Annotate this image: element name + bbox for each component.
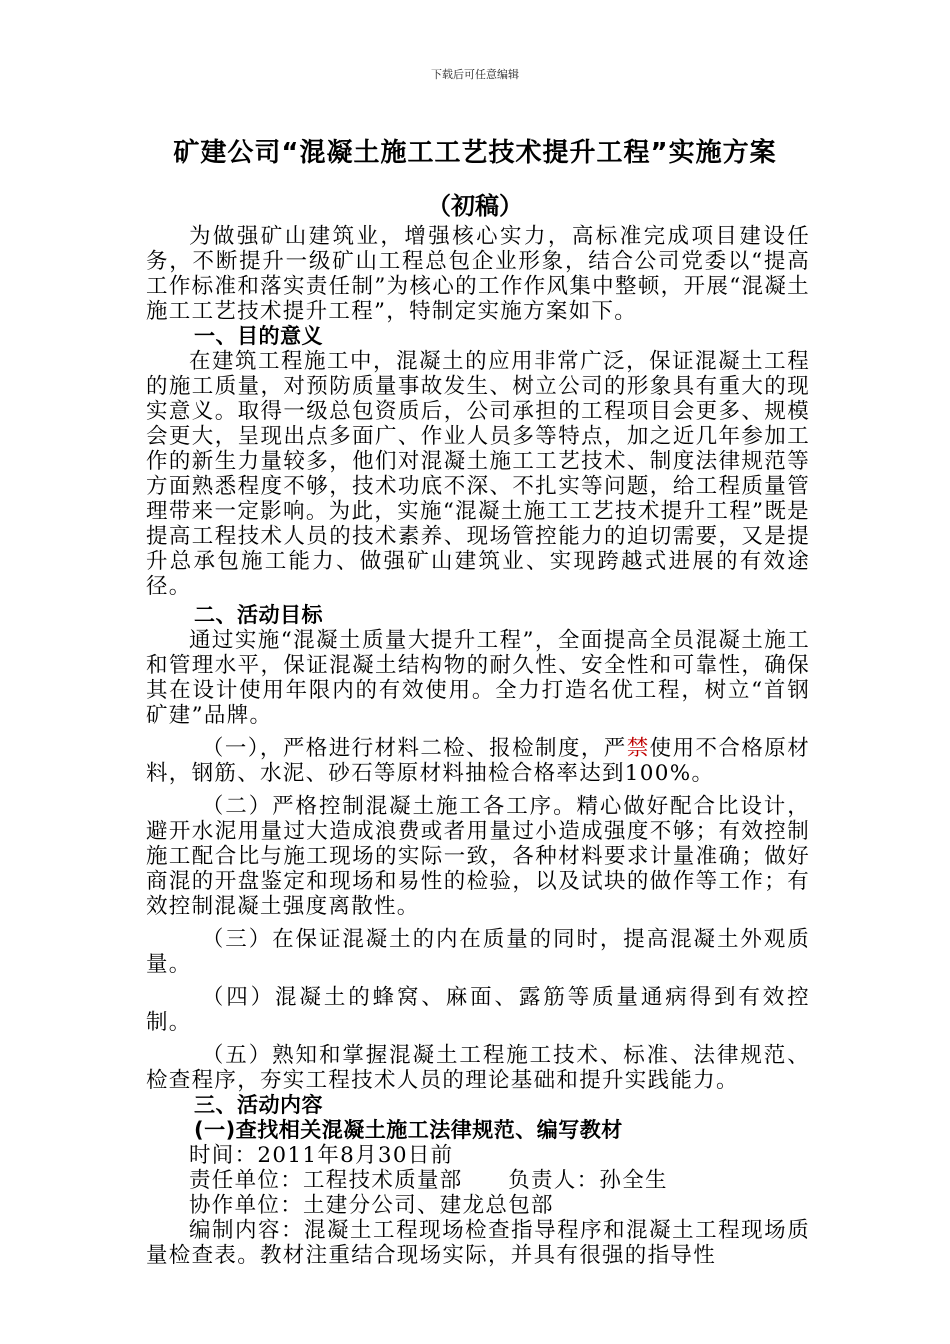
compilation-content: 编制内容：混凝土工程现场检查指导程序和混凝土工程现场质量检查表。教材注重结合现场实际，并具有很强的指导性 (146, 1218, 810, 1268)
section-heading-goals: 二、活动目标 (194, 603, 323, 627)
goal-item-1 (146, 736, 810, 786)
subsection-heading-1: (一)查找相关混凝土施工法律规范、编写教材 (194, 1118, 623, 1142)
goal-item-1-highlight: 禁 (626, 736, 650, 761)
goal-item-4: （四）混凝土的蜂窝、麻面、露筋等质量通病得到有效控制。 (146, 985, 810, 1035)
document-title: 矿建公司“混凝土施工工艺技术提升工程”实施方案 (173, 138, 777, 168)
responsible-unit: 责任单位：工程技术质量部 负责人：孙全生 (189, 1168, 668, 1193)
goal-item-5: （五）熟知和掌握混凝土工程施工技术、标准、法律规范、检查程序，夯实工程技术人员的理论基础和提升实践能力。 (146, 1043, 810, 1093)
goal-item-2: （二）严格控制混凝土施工各工序。精心做好配合比设计，避开水泥用量过大造成浪费或者用量过小造成强度不够；有效控制施工配合比与施工现场的实际一致，各种材料要求计量准确；做好商混的开盘鉴定和现场和易性的检验，以及试块的做作等工作；有效控制混凝土强度离散性。 (146, 794, 810, 919)
header-note: 下载后可任意编辑 (431, 68, 519, 81)
purpose-paragraph: 在建筑工程施工中，混凝土的应用非常广泛，保证混凝土工程的施工质量，对预防质量事故发生、树立公司的形象具有重大的现实意义。取得一级总包资质后，公司承担的工程项目会更多、规模会更大，呈现出点多面广、作业人员多等特点，加之近几年参加工作的新生力量较多，他们对混凝土施工工艺技术、制度法律规范等方面熟悉程度不够，技术功底不深、不扎实等问题，给工程质量管理带来一定影响。为此，实施“混凝土施工工艺技术提升工程”既是提高工程技术人员的技术素养、现场管控能力的迫切需要，又是提升总承包施工能力、做强矿山建筑业、实现跨越式进展的有效途径。 (146, 349, 810, 599)
schedule-time: 时间：2011年8月30日前 (189, 1143, 454, 1168)
goal-item-1-text-a: （一），严格进行材料二检、报检制度，严 (201, 736, 627, 761)
section-heading-content: 三、活动内容 (194, 1093, 323, 1117)
goals-paragraph: 通过实施“混凝土质量大提升工程”，全面提高全员混凝土施工和管理水平，保证混凝土结构物的耐久性、安全性和可靠性，确保其在设计使用年限内的有效使用。全力打造名优工程，树立“首钢矿建”品牌。 (146, 628, 810, 728)
document-body (146, 224, 810, 1268)
cooperating-unit: 协作单位：土建分公司、建龙总包部 (189, 1193, 554, 1218)
goal-item-1-text-b: 使用不合格原材料，钢筋、水泥、砂石等原材料抽检合格率达到100%。 (146, 736, 811, 786)
section-heading-purpose: 一、目的意义 (194, 324, 323, 348)
intro-paragraph: 为做强矿山建筑业，增强核心实力，高标准完成项目建设任务，不断提升一级矿山工程总包企业形象，结合公司党委以“提高工作标准和落实责任制”为核心的工作作风集中整顿，开展“混凝土施工工艺技术提升工程”，特制定实施方案如下。 (146, 224, 810, 324)
document-subtitle: （初稿） (427, 192, 523, 220)
goal-item-3: （三）在保证混凝土的内在质量的同时，提高混凝土外观质量。 (146, 927, 810, 977)
